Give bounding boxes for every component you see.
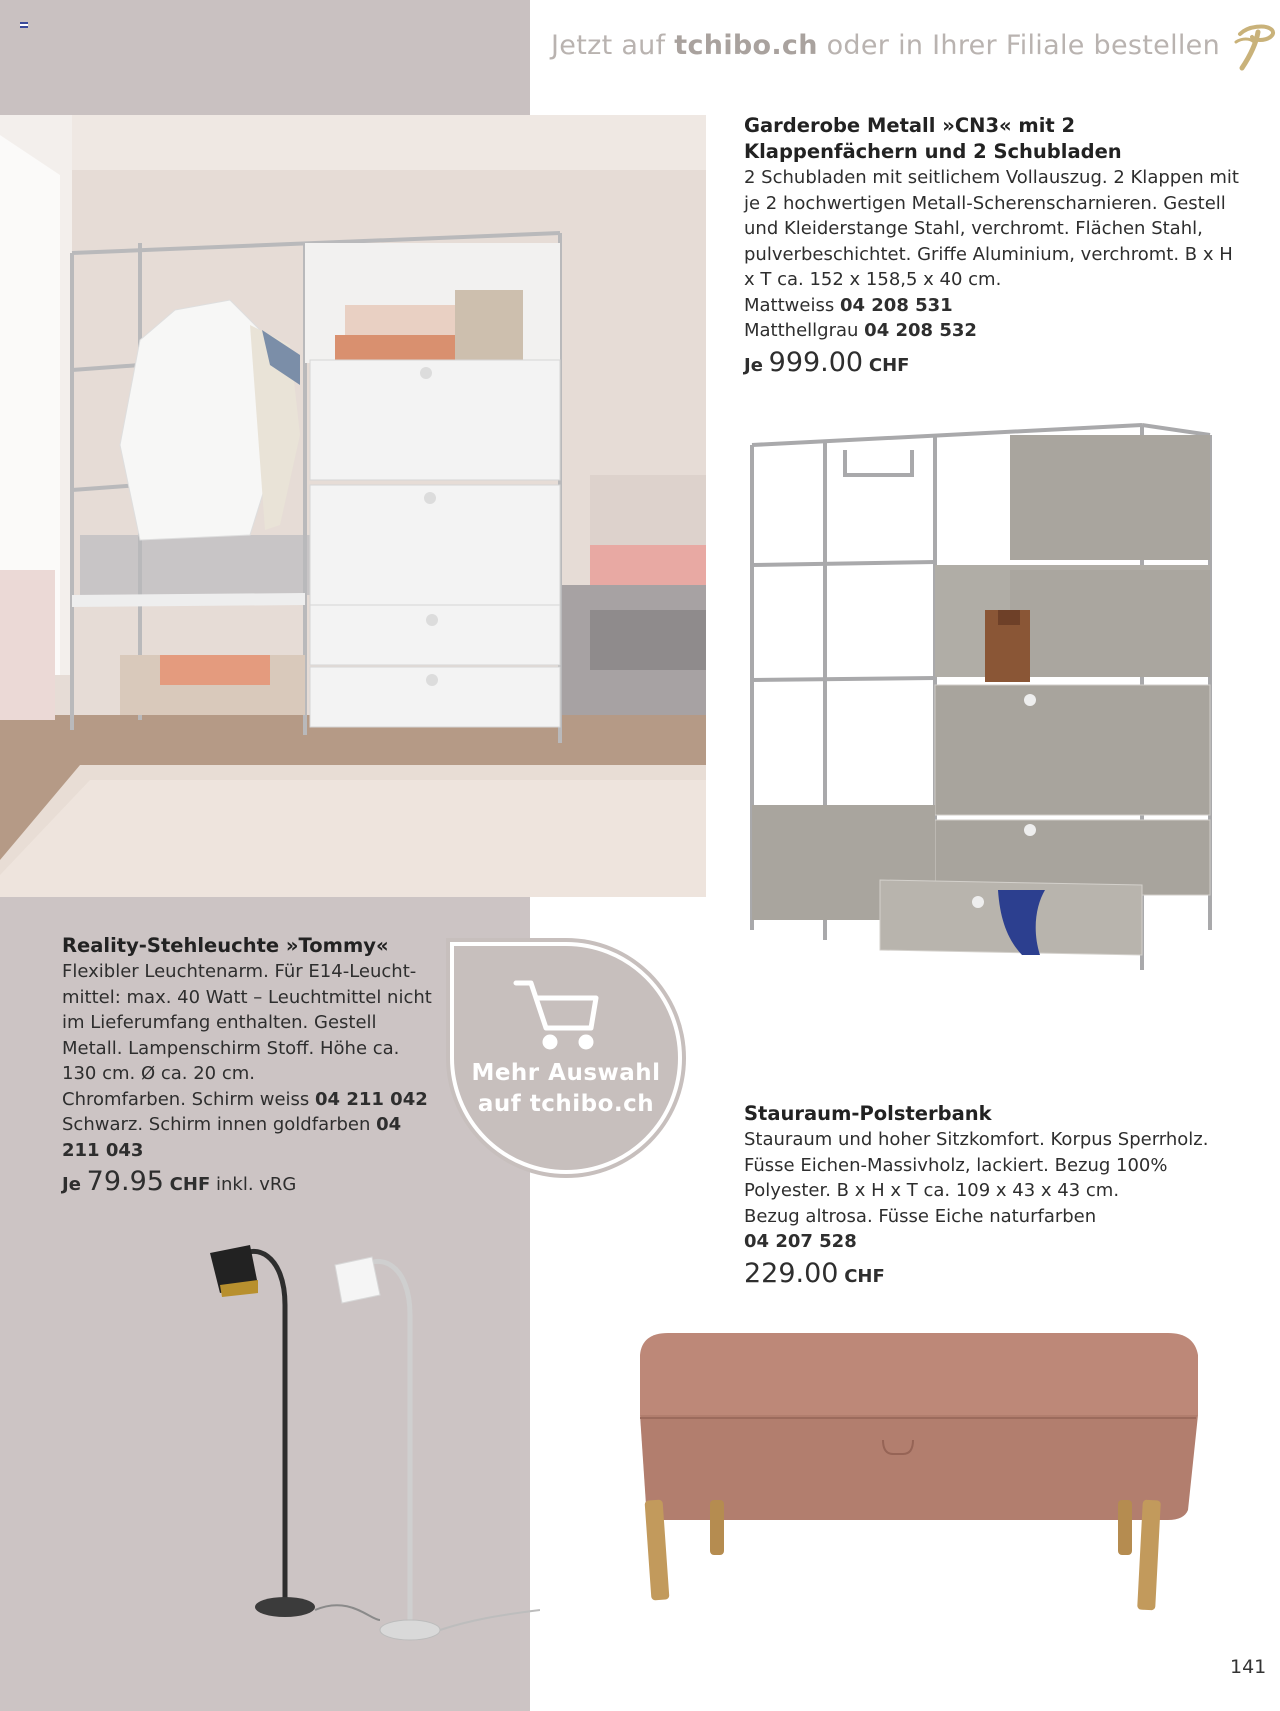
article-number: 04 208 532 xyxy=(864,320,977,341)
order-banner: Jetzt auf tchibo.ch oder in Ihrer Filiale bestellen xyxy=(551,30,1220,61)
polsterbank-description: Stauraum und hoher Sitzkomfort. Korpus Sperrholz. Füsse Eichen-Massivholz, lackiert. Bezug 100% Polyester. B x H x T ca. 109 x 43 x 43 cm. xyxy=(744,1129,1209,1201)
article-number: 04 208 531 xyxy=(839,294,953,316)
garderobe-title: Garderobe Metall »CN3« mit 2 Klappenfächern und 2 Schubladen xyxy=(744,114,1122,163)
storage-bench-image xyxy=(628,1330,1203,1630)
garderobe-description: 2 Schubladen mit seitlichem Vollauszug. 2 Klappen mit je 2 hochwertigen Metall-Scherenscharnieren. Gestell und Kleiderstange Stahl, verchromt. Flächen Stahl, pulverbeschichtet. Griffe Aluminium, verchromt. B x H x T ca. 152 x 158,5 x 40 cm. xyxy=(744,167,1239,290)
flag-icon xyxy=(20,22,28,28)
page-number: 141 xyxy=(1230,1656,1267,1678)
stehleuchte-variant-black: Schwarz. Schirm innen goldfarben 04 211 043 xyxy=(62,1114,402,1161)
polsterbank-title: Stauraum-Polsterbank xyxy=(744,1102,992,1125)
garderobe-price: Je 999.00 CHF xyxy=(744,346,910,378)
floor-lamps-image xyxy=(200,1225,540,1645)
polsterbank-info xyxy=(744,1101,1224,1289)
garderobe-variant-grey: Matthellgrau 04 208 532 xyxy=(744,320,977,341)
stehleuchte-variant-chrome: Chromfarben. Schirm weiss 04 211 042 xyxy=(62,1088,428,1110)
polsterbank-variant: Bezug altrosa. Füsse Eiche naturfarben xyxy=(744,1205,1097,1227)
article-number: 04 211 042 xyxy=(315,1088,428,1110)
stehleuchte-description: Flexibler Leuchtenarm. Für E14-Leuchtmittel: max. 40 Watt – Leuchtmittel nicht im Lieferumfang enthalten. Gestell Metall. Lampenschirm Stoff. Höhe ca. 130 cm. Ø ca. 20 cm. xyxy=(62,961,432,1084)
garderobe-variant-white: Mattweiss 04 208 531 xyxy=(744,294,953,316)
stehleuchte-price: Je 79.95 CHF inkl. vRG xyxy=(62,1166,297,1197)
article-number: 04 211 043 xyxy=(62,1114,402,1161)
article-number: 04 207 528 xyxy=(744,1231,857,1252)
top-left-strip xyxy=(0,0,530,115)
promo-badge-text[interactable]: Mehr Auswahl auf tchibo.ch xyxy=(471,1060,661,1117)
tchibo-logo-icon[interactable] xyxy=(1232,20,1276,72)
garderobe-info xyxy=(744,113,1244,378)
garderobe-product-image xyxy=(740,410,1220,980)
polsterbank-price: 229.00 CHF xyxy=(744,1257,885,1289)
stehleuchte-title: Reality-Stehleuchte »Tommy« xyxy=(62,934,389,957)
site-name[interactable]: tchibo.ch xyxy=(674,30,818,61)
bedroom-scene-image xyxy=(0,115,706,897)
stehleuchte-info xyxy=(62,933,432,1198)
